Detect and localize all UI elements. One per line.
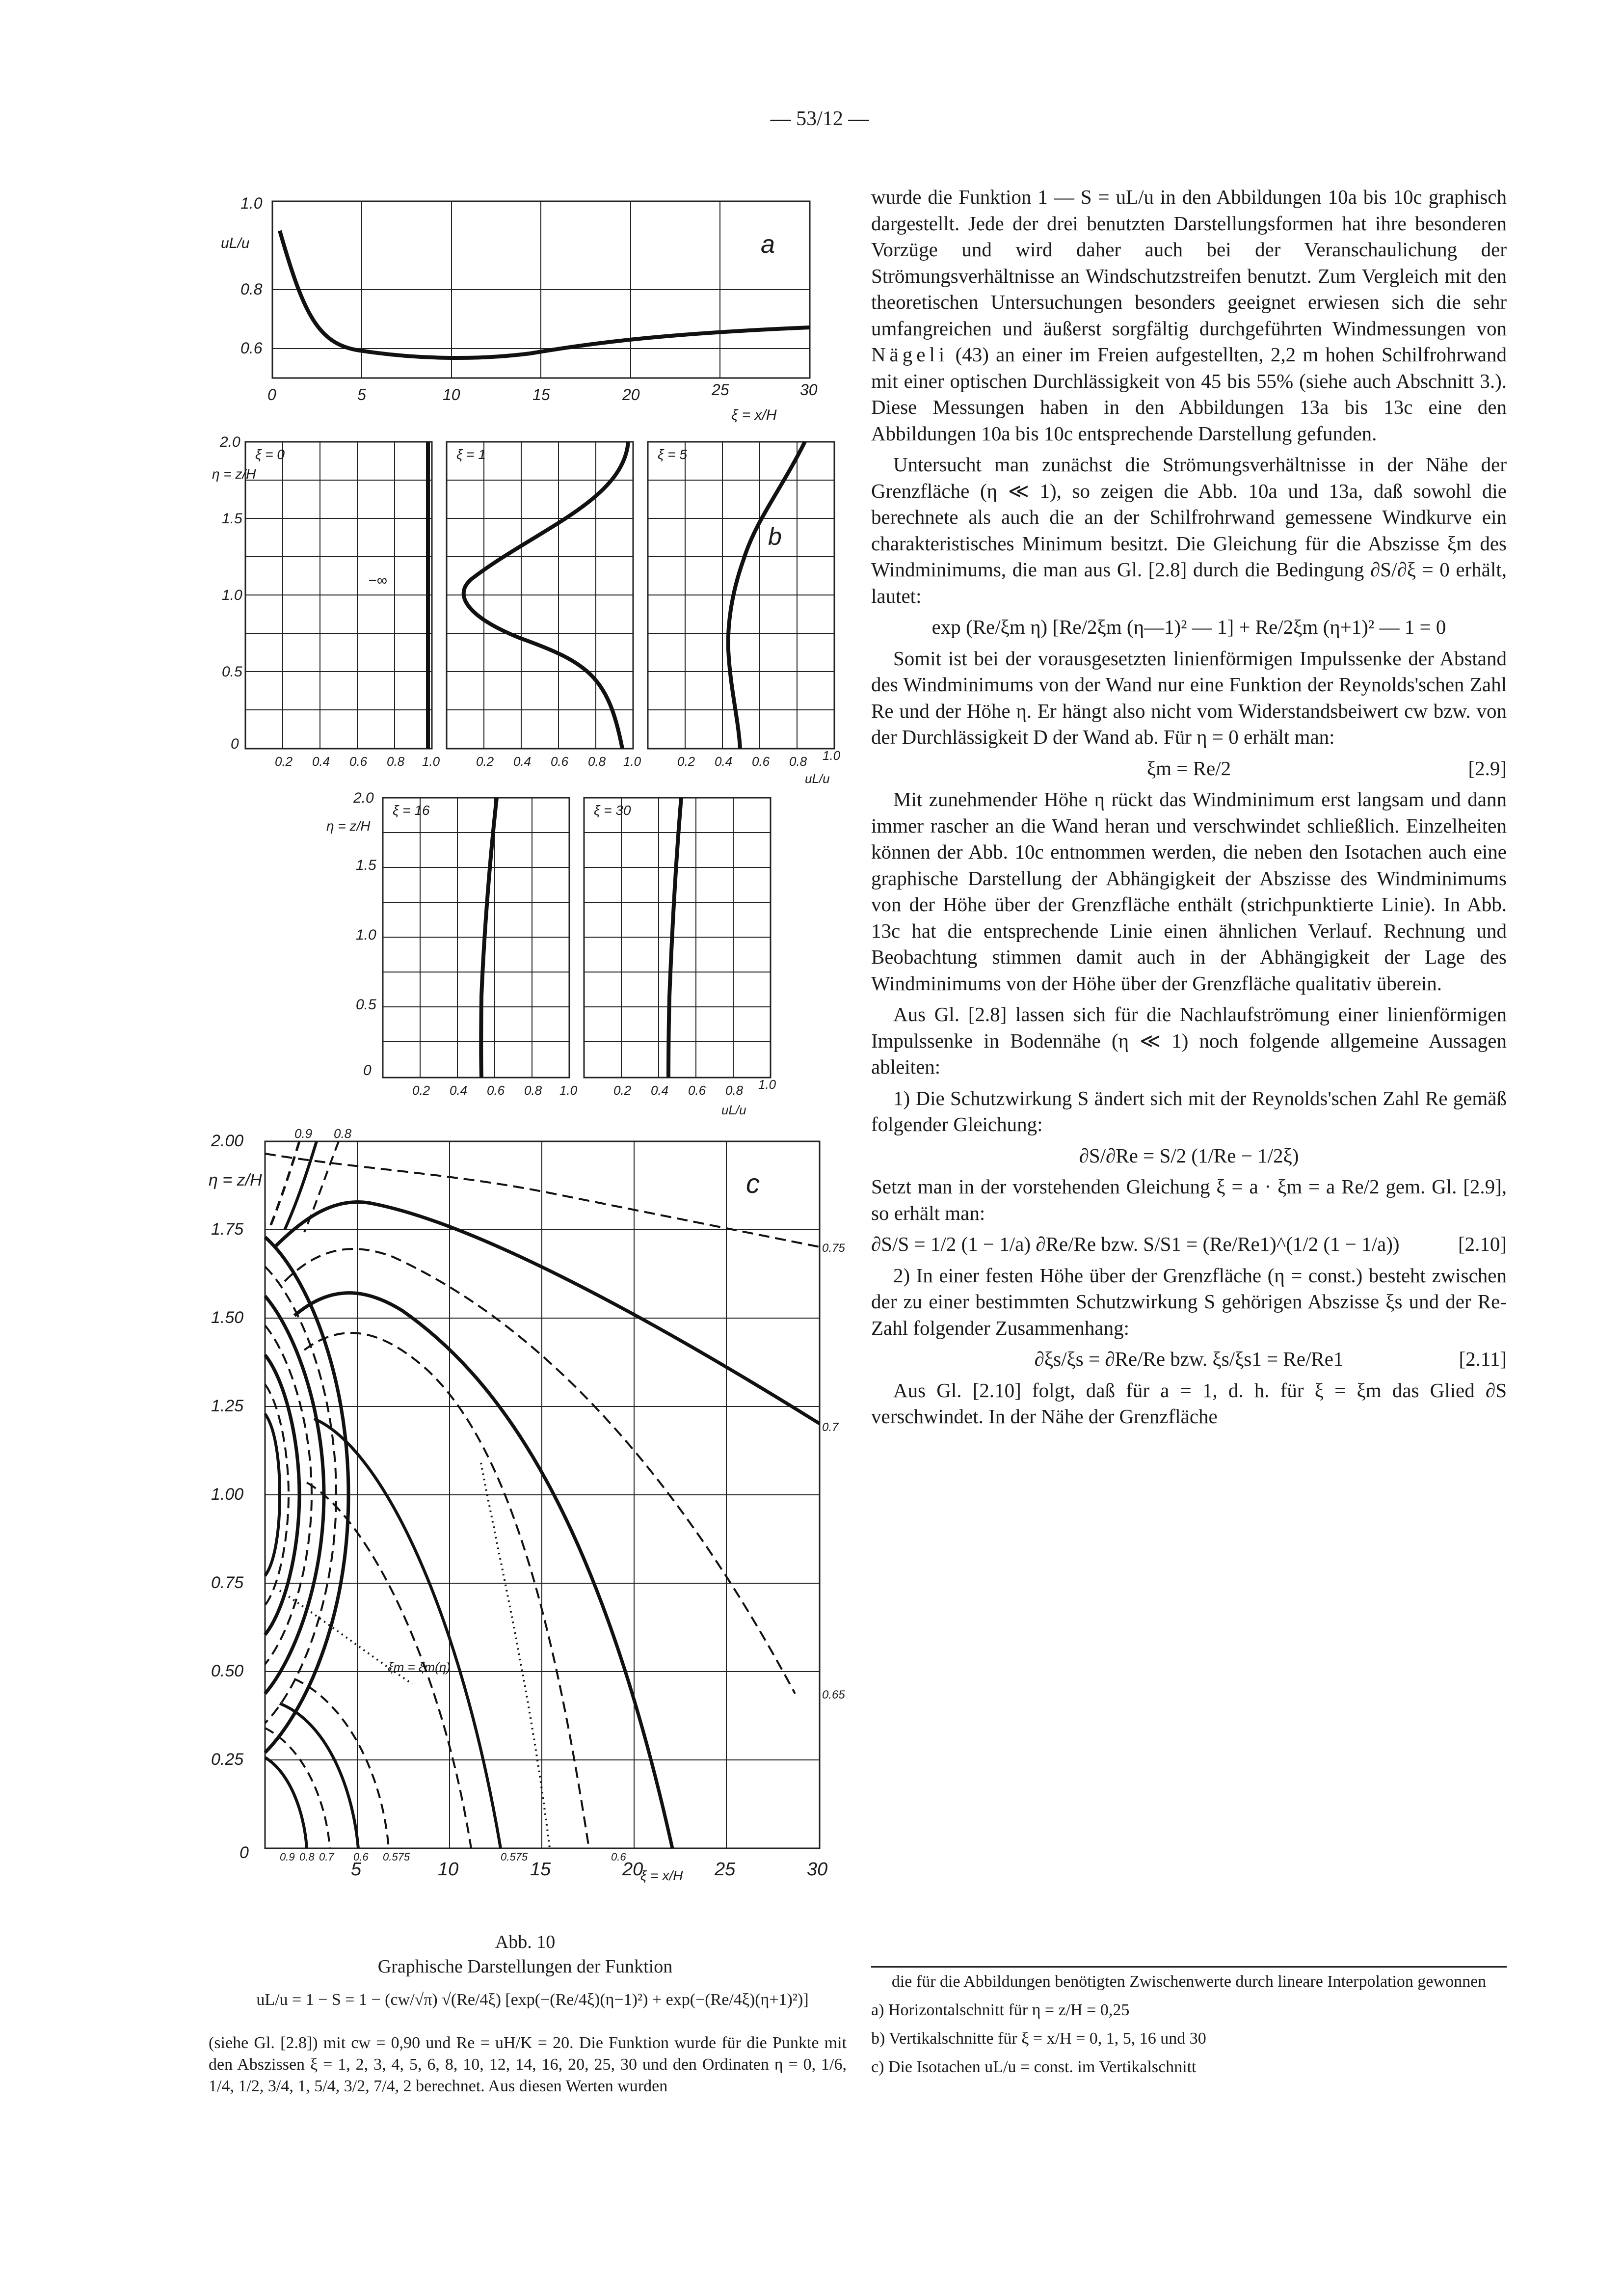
x-tick: 1.0 [823,748,841,763]
right-label-0.75: 0.75 [822,1242,845,1255]
y-tick-0.75: 0.75 [211,1573,244,1592]
paragraph-3: Somit ist bei der vorausgesetzten linienförmigen Impulssenke der Abstand des Windminimums von der Wand nur eine Funktion der Reynolds'schen Zahl Re und der Höhe η. Er hängt also nicht vom Widerstandsbeiwert cw bzw. von der Durchlässigkeit D der Wand ab. Für η = 0 erhält man: [871,647,1507,748]
x-tick: 0.2 [613,1083,632,1098]
x-tick: 0.4 [513,754,532,769]
bottom-label: 0.575 [383,1851,410,1863]
equation-2-10: ∂S/S = 1/2 (1 − 1/a) ∂Re/Re bzw. S/S1 = (Re/Re1)^(1/2 (1 − 1/a)) [2.10] [871,1233,1507,1255]
x-tick-5: 5 [351,1859,362,1880]
x-tick-30: 30 [807,1859,828,1880]
y-tick-0.8: 0.8 [240,280,263,298]
bottom-label: 0.7 [319,1851,334,1863]
x-tick: 0.4 [715,754,733,769]
x-tick: 1.0 [422,754,440,769]
y-axis-label-a: uL/u [221,235,250,251]
y-tick-1.50: 1.50 [211,1308,244,1327]
x-tick: 0.8 [524,1083,542,1098]
x-tick-15: 15 [532,386,550,404]
y-tick-1.25: 1.25 [211,1397,244,1415]
x-tick-25: 25 [712,381,729,399]
footnote-c: c) Die Isotachen uL/u = const. im Vertikalschnitt [871,2058,1197,2076]
panel-label-xi-30: ξ = 30 [594,803,631,818]
main-text-column [871,184,1507,1435]
y-tick-2.0: 2.0 [353,790,374,806]
y-axis-label-b-row2: η = z/H [326,818,371,834]
figure-10c [206,1124,854,1959]
y-tick-1.0: 1.0 [222,587,242,603]
right-label-0.65: 0.65 [822,1688,845,1702]
y-tick-0: 0 [231,736,239,752]
figure-caption-title: Abb. 10 [495,1932,556,1952]
y-tick-0.6: 0.6 [240,339,263,357]
x-tick: 0.6 [688,1083,706,1098]
figure-letter-a: a [761,230,775,259]
paragraph-1: wurde die Funktion 1 — S = uL/u in den Abbildungen 10a bis 10c graphisch dargestellt. Jede der drei benutzten Darstellungsformen hat ihre besonderen Vorzüge und wird daher auch bei der Veranschaulichung der Strömungsverhältnisse an Windschutzstreifen benutzt. Zum Vergleich mit den theoretischen Untersuchungen besonders geeignet erwiesen sich die sehr umfangreichen und äußerst sorgfältig durchgeführten Windmessungen von Nägeli (43) an einer im Freien aufgestellten, 2,2 m hohen Schilfrohrwand mit einer optischen Durchlässigkeit von 45 bis 55% (siehe auch Abschnitt 3.). Diese Messungen haben in den Abbildungen 13a bis 13c eine den Abbildungen 10a bis 10c entsprechende Darstellung gefunden. [871,186,1507,445]
footnote-b: b) Vertikalschnitte für ξ = x/H = 0, 1, 5, 16 und 30 [871,2029,1206,2048]
panel-label-xi-1: ξ = 1 [456,447,486,462]
caption-text: (siehe Gl. [2.8]) mit cw = 0,90 und Re = uH/K = 20. Die Funktion wurde für die Punkte mit den Abszissen ξ = 1, 2, 3, 4, 5, 6, 8, 10, 12, 14, 16, 20, 25, 30 und den Ordinaten η = 0, 1/6, 1/4, 1/2, 3/4, 1, 5/4, 3/2, 7/4, 2 berechnet. Aus diesen Werten wurden [209,2034,847,2095]
y-tick-1.0: 1.0 [356,927,376,943]
bottom-label: 0.8 [299,1851,315,1863]
minimum-curve-label: ξm = ξm(η) [388,1660,451,1675]
figure-letter-c: c [746,1168,760,1199]
x-axis-label-a: ξ = x/H [731,407,777,423]
y-tick-2.0: 2.0 [220,434,240,450]
x-tick: 0.8 [387,754,405,769]
panel-label-xi-0: ξ = 0 [255,447,285,462]
equation-dS-dRe: ∂S/∂Re = S/2 (1/Re − 1/2ξ) [1079,1144,1299,1167]
footnote-a: a) Horizontalschnitt für η = z/H = 0,25 [871,2001,1130,2019]
x-tick-15: 15 [530,1859,551,1880]
bottom-label: 0.6 [353,1851,369,1863]
minus-infinity-label: −∞ [368,572,387,589]
y-tick-1.5: 1.5 [356,857,376,873]
x-tick: 0.6 [752,754,770,769]
footnote-intro: die für die Abbildungen benötigten Zwischenwerte durch lineare Interpolation gewonnen [891,1972,1487,1991]
x-tick-25: 25 [715,1859,736,1880]
x-tick: 0.6 [349,754,368,769]
y-axis-label-b: η = z/H [212,466,256,482]
paragraph-9: Aus Gl. [2.10] folgt, daß für a = 1, d. h. für ξ = ξm das Glied ∂S verschwindet. In der Nähe der Grenzfläche [871,1378,1507,1428]
paragraph-5: Aus Gl. [2.8] lassen sich für die Nachlaufströmung einer linienförmigen Impulssenke in Bodennähe (η ≪ 1) noch folgende allgemeine Aussagen ableiten: [871,1003,1507,1078]
figure-letter-b: b [768,523,782,550]
equation-minimum: exp (Re/ξm η) [Re/2ξm (η—1)² — 1] + Re/2ξm (η+1)² — 1 = 0 [931,616,1446,638]
curve-a [280,231,810,358]
paragraph-4: Mit zunehmender Höhe η rückt das Windminimum erst langsam und dann immer rascher an die Wand heran und verschwindet schließlich. Einzelheiten können der Abb. 10c entnommen werden, die neben den Isotachen auch eine graphische Darstellung der Abhängigkeit der Abszisse des Windminimums von der Höhe über der Grenzfläche enthält (strichpunktierte Linie). In Abb. 13c hat die entsprechende Linie einen ähnlichen Verlauf. Rechnung und Beobachtung stimmen damit auch in der Abhängigkeit der Lage des Windminimums von der Höhe über der Grenzfläche qualitativ überein. [871,788,1507,995]
paragraph-2: Untersucht man zunächst die Strömungsverhältnisse in der Nähe der Grenzfläche (η ≪ 1), so zeigen die Abb. 10a und 13a, daß sowohl die berechnete als auch die an der Schilfrohrwand gemessene Windkurve ein charakteristisches Minimum besitzt. Die Gleichung für die Abszisse ξm des Windminimums, die man aus Gl. [2.8] durch die Bedingung ∂S/∂ξ = 0 erhält, lautet: [871,453,1507,607]
paragraph-6: 1) Die Schutzwirkung S ändert sich mit der Reynolds'schen Zahl Re gemäß folgender Gleichung: [871,1086,1507,1135]
top-label-0.8: 0.8 [334,1126,352,1141]
y-tick-0.5: 0.5 [356,997,376,1013]
x-tick: 0.8 [725,1083,744,1098]
y-tick-1.0: 1.0 [240,194,263,212]
x-tick-20: 20 [622,1859,643,1880]
y-tick-0.5: 0.5 [222,664,242,680]
equation-2-9: ξm = Re/2 [2.9] [1146,756,1507,780]
x-tick-5: 5 [357,386,366,404]
bottom-label: 0.9 [280,1851,295,1863]
x-axis-label-b-row1: uL/u [805,771,830,786]
caption-formula: uL/u = 1 − S = 1 − (cw/√π) √(Re/4ξ) [exp(−(Re/4ξ)(η−1)²) + exp(−(Re/4ξ)(η+1)²)] [256,1991,809,2009]
bottom-label: 0.575 [501,1851,528,1863]
x-tick: 0.2 [476,754,494,769]
x-tick: 0.2 [677,754,695,769]
page-number: — 53/12 — [770,108,869,130]
x-tick-10: 10 [438,1859,459,1880]
y-tick-1.75: 1.75 [211,1220,244,1239]
x-tick-0: 0 [267,386,276,404]
x-tick: 0.2 [275,754,293,769]
figure-10b [212,432,841,1129]
x-tick: 0.6 [487,1083,505,1098]
paragraph-8: 2) In einer festen Höhe über der Grenzfläche (η = const.) besteht zwischen der zu einer bestimmten Schutzwirkung S gehörigen Abszisse ξs und der Re-Zahl folgender Zusammenhang: [871,1264,1507,1339]
y-tick-0.50: 0.50 [211,1662,244,1680]
x-axis-label-b-row2: uL/u [721,1103,746,1117]
y-axis-label-c: η = z/H [209,1171,262,1189]
y-tick-0: 0 [363,1062,372,1079]
footnote-rule [871,1966,1507,1968]
y-tick-1.5: 1.5 [222,511,242,527]
equation-2-11: ∂ξs/ξs = ∂Re/Re bzw. ξs/ξs1 = Re/Re1 [2.11] [1034,1348,1507,1370]
figure-caption-subtitle: Graphische Darstellungen der Funktion [377,1956,673,1977]
x-tick-30: 30 [800,381,818,399]
y-tick-2.00: 2.00 [211,1132,244,1150]
x-tick-20: 20 [622,386,640,404]
author-name: Nägeli [871,343,949,366]
x-tick: 0.4 [651,1083,669,1098]
y-tick-0.25: 0.25 [211,1750,244,1769]
top-label-0.9: 0.9 [294,1126,313,1141]
bottom-label: 0.6 [611,1851,626,1863]
x-tick: 0.2 [412,1083,430,1098]
panel-label-xi-16: ξ = 16 [393,803,430,818]
x-tick: 1.0 [623,754,641,769]
x-tick: 0.4 [450,1083,468,1098]
paragraph-7: Setzt man in der vorstehenden Gleichung ξ = a · ξm = a Re/2 gem. Gl. [2.9], so erhält man: [871,1175,1507,1224]
x-tick: 0.6 [551,754,569,769]
x-tick: 0.8 [789,754,807,769]
y-tick-1.00: 1.00 [211,1485,244,1504]
figure-10a [216,194,839,430]
x-tick-10: 10 [443,386,460,404]
footnote [871,1971,1507,2085]
x-tick: 1.0 [758,1077,776,1092]
x-tick: 0.8 [588,754,606,769]
y-tick-0: 0 [239,1843,249,1862]
panel-label-xi-5: ξ = 5 [658,447,687,462]
x-tick: 0.4 [312,754,330,769]
x-axis-label-c: ξ = x/H [640,1868,683,1883]
x-tick: 1.0 [559,1083,578,1098]
right-label-0.7: 0.7 [822,1421,839,1434]
